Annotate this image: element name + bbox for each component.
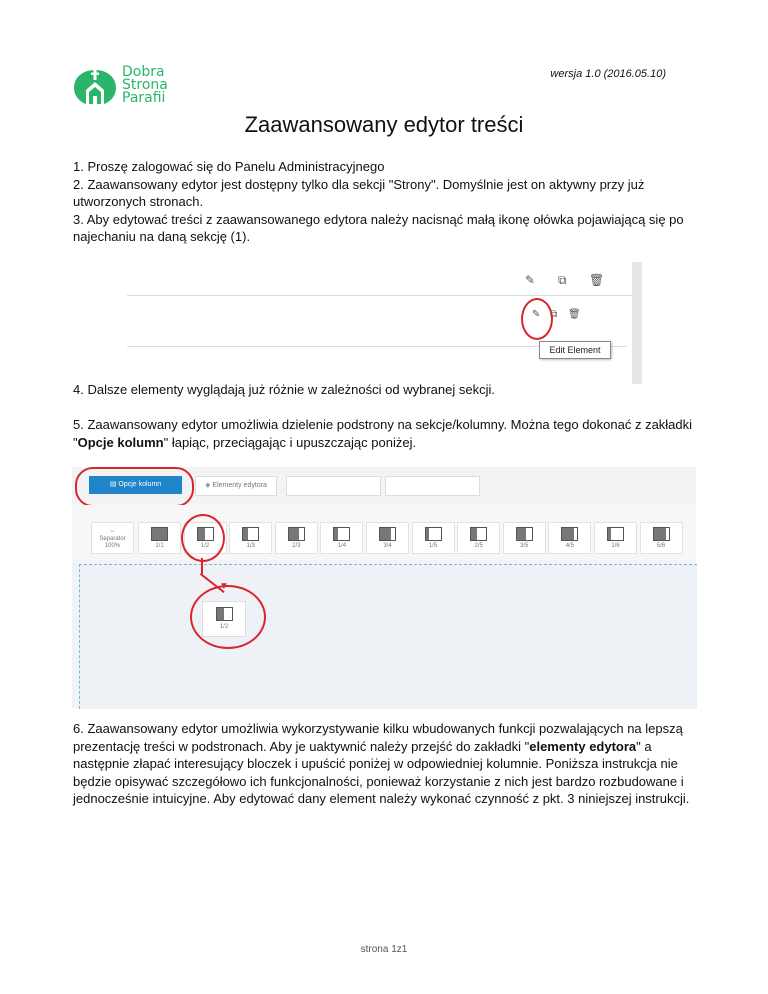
drop-zone[interactable]	[79, 564, 697, 709]
step-6-text: 6. Zaawansowany edytor umożliwia wykorzystywanie kilku wbudowanych funkcji pozwalających na lepszą prezentację treści w podstronach. Aby je uaktywnić należy przejść do zakładki "	[73, 721, 683, 754]
tab-empty-2[interactable]	[385, 476, 480, 496]
pencil-icon-small[interactable]: ✎	[532, 309, 541, 320]
logo-text-line3: Parafii	[122, 90, 166, 106]
highlight-column-circle	[181, 514, 225, 562]
church-logo-icon	[72, 66, 118, 106]
step-4: 4. Dalsze elementy wyglądają już różnie w zależności od wybranej sekcji.	[73, 382, 495, 397]
column-glyph	[333, 527, 350, 541]
column-option-label: 1/6	[611, 543, 620, 549]
dragged-column-label: 1/2	[219, 624, 229, 630]
column-option[interactable]	[366, 522, 409, 554]
steps-1-3	[73, 158, 698, 246]
logo-text-line1: Dobra	[122, 64, 165, 80]
column-option-label: 4/5	[565, 543, 575, 549]
logo-text-line2: Strona	[122, 77, 168, 93]
separator-label-1: Separator	[99, 536, 126, 542]
screenshot-edit-element	[127, 262, 642, 384]
tab-column-options-label: Opcje kolumn	[118, 481, 162, 488]
elements-icon: ◈	[205, 482, 213, 489]
step-5-text-end: " łapiąc, przeciągając i upuszczając poniżej.	[163, 434, 417, 450]
column-option-label: 1/4	[337, 543, 347, 549]
step-6-bold: elementy edytora	[529, 738, 637, 754]
column-option-label: 2/5	[474, 543, 483, 549]
step-6-text-end: " a następnie złapać interesujący bloczek i upuścić poniżej w odpowiedniej kolumnie. Poniższa instrukcja nie będzie opisywać szczegółowo ich funkcjonalności, ponieważ korzystanie z nich jest bardzo rozbudowane i jednocześnie intuicyjne. Aby edytować dany element należy wykonać czynność z pkt. 3 niniejszej instrukcji.	[73, 738, 690, 806]
tab-editor-elements-label: Elementy edytora	[212, 482, 267, 489]
step-5-bold: Opcje kolumn	[77, 434, 164, 450]
step-2: 2. Zaawansowany edytor jest dostępny tylko dla sekcji "Strony". Domyślnie jest on aktywny przy już utworzonych stronach.	[73, 176, 645, 209]
column-glyph	[470, 527, 487, 541]
column-option-label: 3/4	[383, 543, 392, 549]
dragged-column[interactable]	[202, 601, 246, 637]
column-option[interactable]	[138, 522, 181, 554]
copy-icon-small[interactable]: ⧉	[550, 309, 558, 320]
edit-element-tooltip: Edit Element	[539, 341, 611, 359]
version-label: wersja 1.0 (2016.05.10)	[550, 68, 666, 80]
column-glyph	[379, 527, 396, 541]
column-option-label: 1/2	[200, 543, 210, 549]
separator-label-2: 100%	[104, 543, 121, 549]
trash-icon-small[interactable]: 🗑	[568, 309, 581, 320]
column-glyph	[242, 527, 259, 541]
column-option[interactable]	[548, 522, 591, 554]
column-option[interactable]	[320, 522, 363, 554]
column-option-label: 5/6	[656, 543, 666, 549]
column-option[interactable]	[640, 522, 683, 554]
column-glyph	[516, 527, 533, 541]
column-option[interactable]	[594, 522, 637, 554]
highlight-circle	[521, 298, 553, 340]
arrow-head-icon: ▼	[219, 581, 229, 592]
step-5-text: 5. Zaawansowany edytor umożliwia dzielenie podstrony na sekcje/kolumny. Można tego dokonać z zakładki "	[73, 417, 693, 450]
highlight-tab-circle	[75, 467, 194, 507]
column-option[interactable]	[457, 522, 500, 554]
columns-icon: ▤	[109, 481, 119, 488]
column-option[interactable]	[275, 522, 318, 554]
column-option[interactable]	[229, 522, 272, 554]
arrow-line-vertical	[201, 558, 203, 574]
column-option[interactable]	[412, 522, 455, 554]
logo	[72, 66, 182, 106]
column-glyph	[653, 527, 670, 541]
step-1: 1. Proszę zalogować się do Panelu Administracyjnego	[73, 159, 385, 174]
trash-icon[interactable]: 🗑	[589, 273, 605, 287]
column-glyph	[151, 527, 168, 541]
screenshot-column-options	[72, 467, 696, 708]
step-6	[73, 720, 698, 808]
column-glyph	[561, 527, 578, 541]
scrollbar[interactable]	[632, 262, 642, 384]
column-glyph	[216, 607, 233, 621]
separator-option[interactable]	[91, 522, 134, 554]
column-option-label: 1/5	[428, 543, 438, 549]
column-option[interactable]	[503, 522, 546, 554]
step-5	[73, 416, 698, 451]
tab-editor-elements[interactable]	[195, 476, 277, 496]
page-footer: strona 1z1	[360, 944, 408, 955]
separator-icon: ↔	[109, 528, 116, 534]
column-option-label: 3/5	[520, 543, 529, 549]
copy-icon[interactable]: ⧉	[558, 273, 567, 287]
pencil-icon[interactable]: ✎	[525, 273, 536, 287]
tab-empty-1[interactable]	[286, 476, 381, 496]
column-option-label: 2/3	[292, 543, 301, 549]
column-glyph	[425, 527, 442, 541]
page-title: Zaawansowany edytor treści	[244, 112, 524, 137]
step-3: 3. Aby edytować treści z zaawansowanego edytora należy nacisnąć małą ikonę ołówka pojawiającą się po najechaniu na daną sekcję (1).	[73, 211, 684, 244]
column-option-label: 1/1	[155, 543, 164, 549]
column-option-label: 1/3	[246, 543, 255, 549]
column-glyph	[288, 527, 305, 541]
column-glyph	[607, 527, 624, 541]
